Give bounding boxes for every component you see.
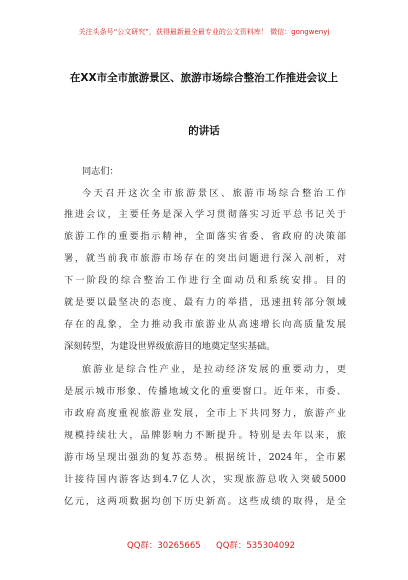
- qq-group-2: QQ群：535304092: [216, 541, 296, 551]
- paragraph-line: 规模持续壮大，品牌影响力不断提升。特别是去年以来，旅: [64, 430, 346, 441]
- salutation: 同志们：: [82, 166, 119, 177]
- header-banner: 关注头条号“公文研究”，获得最新最全最专业的公文资料库！ 微信：gongwenyj: [78, 28, 330, 36]
- document-title-line-2: 的讲话: [188, 125, 220, 137]
- paragraph-line: 旅游工作的重要指示精神，全面落实省委、省政府的决策部: [64, 231, 346, 242]
- paragraph-line: 今天召开这次全市旅游景区、旅游市场综合整治工作: [82, 188, 346, 199]
- paragraph-line: 计接待国内游客达到4.7亿人次，实现旅游总收入突破5000: [64, 474, 346, 485]
- qq-group-1: QQ群：30265665: [127, 541, 201, 551]
- paragraph-line: 深刻转型，为建设世界级旅游目的地奠定坚实基础。: [64, 341, 276, 352]
- paragraph-line: 下一阶段的综合整治工作进行全面动员和系统安排。目的: [64, 275, 346, 286]
- document-title-line-1: 在XX市全市旅游景区、旅游市场综合整治工作推进会议上: [69, 72, 339, 84]
- paragraph-line: 亿元，这两项数据均创下历史新高。这些成绩的取得，是全: [64, 496, 346, 507]
- paragraph-line: 游市场呈现出强劲的复苏态势。根据统计，2024年，全市累: [64, 452, 346, 463]
- paragraph-line: 存在的乱象，全力推动我市旅游业从高速增长向高质量发展: [64, 319, 346, 330]
- paragraph-line: 是展示城市形象、传播地域文化的重要窗口。近年来，市委、: [64, 386, 346, 397]
- paragraph-line: 署，就当前我市旅游市场存在的突出问题进行深入剖析，对: [64, 253, 346, 264]
- paragraph-line: 市政府高度重视旅游业发展，全市上下共同努力，旅游产业: [64, 408, 346, 419]
- paragraph-line: 推进会议，主要任务是深入学习贯彻落实习近平总书记关于: [64, 209, 346, 220]
- paragraph-line: 旅游业是综合性产业，是拉动经济发展的重要动力，更: [82, 364, 346, 375]
- paragraph-line: 就是要以最坚决的态度、最有力的举措，迅速扭转部分领域: [64, 297, 346, 308]
